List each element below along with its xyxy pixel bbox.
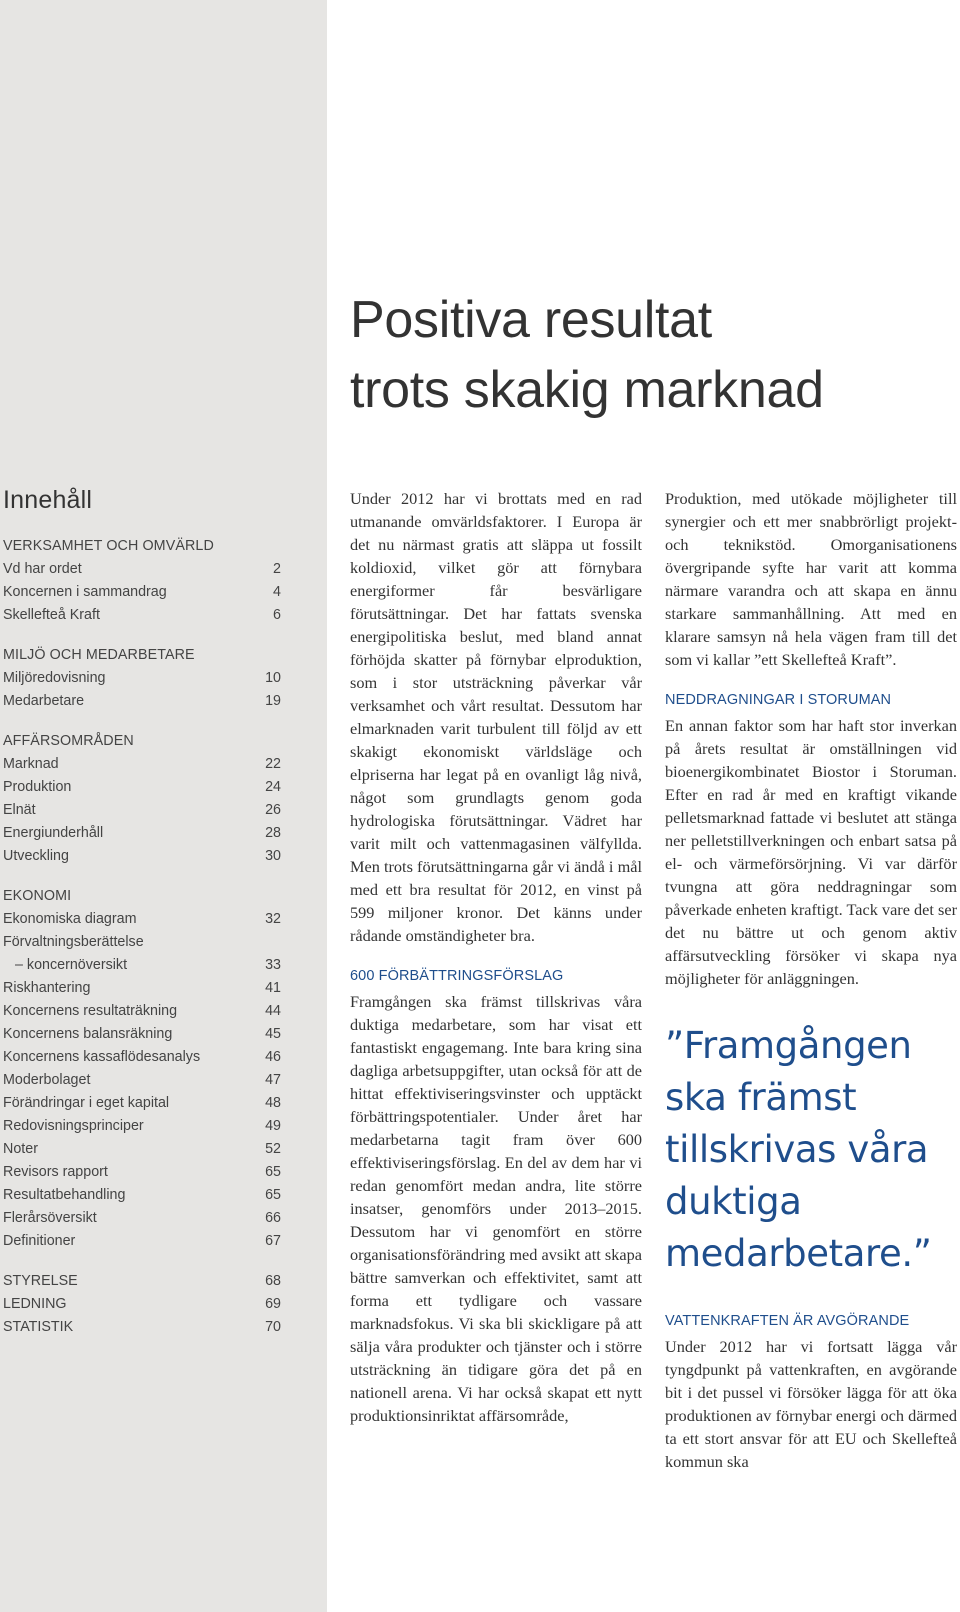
toc-entry-label: Medarbetare [3, 693, 85, 709]
toc-entry-label: Ekonomiska diagram [3, 911, 137, 927]
toc-entry-label: Resultatbehandling [3, 1187, 126, 1203]
toc-entry[interactable] [3, 1092, 281, 1115]
toc-entry[interactable] [3, 1138, 281, 1161]
toc-entry[interactable] [3, 1046, 281, 1069]
toc-entry-label: Revisors rapport [3, 1164, 108, 1180]
toc-entry-page: 70 [265, 1319, 281, 1335]
toc-section-affarsomraden [3, 730, 281, 868]
toc-entry-page: 47 [265, 1072, 281, 1088]
toc-entry-label: LEDNING [3, 1296, 67, 1312]
toc-entry-page: 28 [265, 825, 281, 841]
toc-entry-label: Utveckling [3, 848, 69, 864]
toc-entry-label: Energiunderhåll [3, 825, 104, 841]
toc-entry[interactable] [3, 822, 281, 845]
toc-entry-label: STYRELSE [3, 1273, 78, 1289]
toc-entry[interactable] [3, 908, 281, 931]
toc-entry-page: 30 [265, 848, 281, 864]
toc-entry-label: Moderbolaget [3, 1072, 91, 1088]
toc-entry-label: Förvaltningsberättelse [3, 934, 144, 950]
page-title-line-2: trots skakig marknad [350, 361, 824, 419]
toc-entry-page: 66 [265, 1210, 281, 1226]
toc-entry-label: Koncernens kassaflödesanalys [3, 1049, 201, 1065]
toc-entry[interactable] [3, 1000, 281, 1023]
toc-entry[interactable] [3, 558, 281, 581]
toc-entry-page: 69 [265, 1296, 281, 1312]
section-heading: 600 FÖRBÄTTRINGSFÖRSLAG [350, 968, 564, 984]
toc-entry-page: 65 [265, 1164, 281, 1180]
toc-entry-label: Koncernens balansräkning [3, 1026, 173, 1042]
toc-entry-label: STATISTIK [3, 1319, 74, 1335]
toc-entry-label: Skellefteå Kraft [3, 607, 100, 623]
article-column-2 [665, 487, 957, 1473]
toc-entry-page: 46 [265, 1049, 281, 1065]
toc-entry[interactable] [3, 977, 281, 1000]
toc-section-tail [3, 1270, 281, 1339]
toc-section-heading: EKONOMI [3, 888, 72, 904]
toc-entry[interactable] [3, 1293, 281, 1316]
toc-entry-page: 65 [265, 1187, 281, 1203]
section-heading: VATTENKRAFTEN ÄR AVGÖRANDE [665, 1313, 910, 1329]
toc-entry[interactable] [3, 1207, 281, 1230]
toc-entry-page: 32 [265, 911, 281, 927]
toc-entry[interactable] [3, 667, 281, 690]
article-paragraph: Produktion, med utökade möjligheter till synergier och ett mer snabbrörligt projekt- och teknikstöd. Omorganisationens övergripande syfte har varit att komma närmare varandra och att skapa en ännu starkare sammanhållning. Att med en klarare samsyn nå hela vägen fram till det som vi kallar ”ett Skellefteå Kraft”. [665, 489, 957, 669]
toc-entry[interactable] [3, 581, 281, 604]
toc-entry-label: – koncernöversikt [15, 957, 128, 973]
toc-entry[interactable] [3, 1115, 281, 1138]
toc-entry-label: Marknad [3, 756, 59, 772]
toc-entry-page: 41 [265, 980, 281, 996]
toc-entry-label: Förändringar i eget kapital [3, 1095, 170, 1111]
toc-entry[interactable] [3, 1230, 281, 1253]
toc-entry[interactable] [3, 931, 281, 954]
pull-quote: ”Framgången ska främst tillskrivas våra duktiga medarbetare.” [665, 1024, 932, 1275]
toc-entry-label: Noter [3, 1141, 38, 1157]
toc-entry-page: 22 [265, 756, 281, 772]
toc-entry-page: 48 [265, 1095, 281, 1111]
toc-entry-page: 68 [265, 1273, 281, 1289]
article-paragraph: Under 2012 har vi fortsatt lägga vår tyngdpunkt på vattenkraften, en avgörande bit i det pussel vi försöker lägga för att öka produktionen av förnybar energi och därmed ta ett stort ansvar för att EU och Skellefteå kommun ska [665, 1337, 957, 1471]
toc-entry[interactable] [3, 1270, 281, 1293]
toc-entry[interactable] [3, 690, 281, 713]
toc-entry-label: Miljöredovisning [3, 670, 106, 686]
toc-entry-label: Elnät [3, 802, 36, 818]
toc-entry-page: 44 [265, 1003, 281, 1019]
toc-entry-label: Koncernens resultaträkning [3, 1003, 178, 1019]
toc-heading: Innehåll [3, 486, 93, 514]
toc-section-heading: AFFÄRSOMRÅDEN [3, 733, 134, 749]
toc-entry-page: 67 [265, 1233, 281, 1249]
toc-entry-page: 2 [273, 561, 281, 577]
toc-entry-page: 10 [265, 670, 281, 686]
toc-entry-page: 6 [273, 607, 281, 623]
toc-entry[interactable] [3, 1023, 281, 1046]
toc-entry[interactable] [3, 1184, 281, 1207]
toc-entry-label: Definitioner [3, 1233, 76, 1249]
toc-entry[interactable] [3, 776, 281, 799]
toc-entry[interactable] [3, 604, 281, 627]
toc-entry[interactable] [3, 799, 281, 822]
section-heading: NEDDRAGNINGAR I STORUMAN [665, 692, 892, 708]
toc-entry-page: 24 [265, 779, 281, 795]
toc-entry[interactable] [3, 753, 281, 776]
page-title [350, 285, 824, 425]
toc-entry[interactable] [3, 845, 281, 868]
toc-entry-label: Produktion [3, 779, 72, 795]
toc-entry-page: 33 [265, 957, 281, 973]
toc-entry-label: Redovisningsprinciper [3, 1118, 144, 1134]
toc-entry-label: Riskhantering [3, 980, 91, 996]
toc-entry[interactable] [3, 1161, 281, 1184]
toc-entry-page: 19 [265, 693, 281, 709]
toc-entry-page: 45 [265, 1026, 281, 1042]
toc-section-verksamhet [3, 535, 281, 627]
toc-entry-label: Koncernen i sammandrag [3, 584, 167, 600]
article-paragraph: En annan faktor som har haft stor inverkan på årets resultat är omställningen vid bioenergikombinatet Biostor i Storuman. Efter en rad år med en kraftigt vikande pelletsmarknad fattade vi beslutet att stänga ner pelletstillverkningen och enbart satsa på el- och värmeförsörjning. Vi var därför tvungna att göra neddragningar som påverkade enheten kraftigt. Tack vare det ser det nu bättre ut och genom aktiv affärsutveckling försöker vi skapa nya möjligheter för anläggningen. [665, 716, 957, 988]
toc-entry-page: 4 [273, 584, 281, 600]
toc-entry-page: 26 [265, 802, 281, 818]
article-paragraph: Framgången ska främst tillskrivas våra duktiga medarbetare, som har visat ett fantastiskt engagemang. Inte bara kring sina dagliga arbetsuppgifter, utan också för att de hittat effektiviseringsvinster och upptäckt förbättringspotentialer. Under året har medarbetarna tagit fram över 600 effektiviseringsförslag. En del av dem har vi redan genomfört medan andra, lite större insatser, genomförs under 2013–2015. Dessutom har vi genomfört en större organisationsförändring med avsikt att skapa bättre samverkan och effektivitet, samt att forma ett tydligare och vassare marknadsfokus. Vi ska bli skickligare på att sälja våra produkter och tjänster och i större utsträckning än tidigare göra det på en nationell arena. Vi har också skapat ett nytt produktionsinriktat affärsområde, [350, 992, 642, 1425]
toc-entry[interactable] [3, 1316, 281, 1339]
toc-entry-label: Vd har ordet [3, 561, 82, 577]
toc-section-heading: VERKSAMHET OCH OMVÄRLD [3, 538, 214, 554]
table-of-contents [3, 486, 281, 1339]
toc-entry-page: 49 [265, 1118, 281, 1134]
article-column-1 [350, 487, 642, 1427]
toc-entry-page: 52 [265, 1141, 281, 1157]
page-title-line-1: Positiva resultat [350, 291, 712, 349]
toc-section-ekonomi [3, 885, 281, 1253]
toc-section-heading: MILJÖ OCH MEDARBETARE [3, 647, 195, 663]
toc-entry[interactable] [3, 954, 281, 977]
article-intro: Under 2012 har vi brottats med en rad utmanande omvärldsfaktorer. I Europa är det nu närmast gratis att släppa ut fossilt koldioxid, vilket gör att förnybara energiformer får besvärligare förutsättningar. Det har fattats svenska energipolitiska beslut, med bland annat förhöjda skatter på förnybar elproduktion, som i stor utsträckning påverkar vår verksamhet och vårt resultat. Dessutom har elmarknaden varit turbulent till följd av ett skakigt ekonomiskt världsläge och elpriserna har legat på en ovanligt låg nivå, något som grundlagts genom goda hydrologiska förutsättningar. Vädret har varit milt och vattenmagasinen välfyllda. Men trots förutsättningarna går vi ändå i mål med ett bra resultat för 2012, en vinst på 599 miljoner kronor. Det känns under rådande omständigheter bra. [350, 489, 642, 945]
toc-entry-label: Flerårsöversikt [3, 1210, 97, 1226]
sidebar-panel [0, 0, 327, 1612]
toc-section-miljo [3, 644, 281, 713]
toc-entry[interactable] [3, 1069, 281, 1092]
